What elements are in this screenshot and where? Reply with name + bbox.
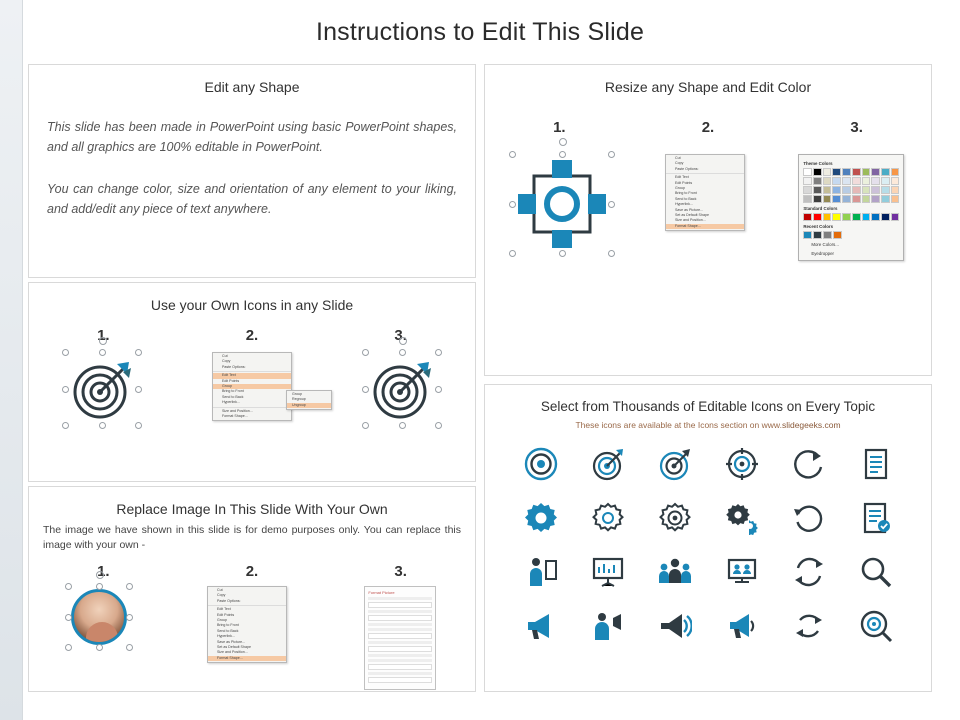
thumb-selected-target-icon bbox=[65, 352, 139, 426]
avatar bbox=[71, 589, 127, 645]
magnifier-icon[interactable] bbox=[856, 552, 896, 592]
picture-menu-item-hyperlink[interactable]: Hyperlink... bbox=[216, 634, 235, 639]
edit-shape-paragraph-1: This slide has been made in PowerPoint using basic PowerPoint shapes, and all graphics are 100% editable in PowerPoint. bbox=[47, 120, 457, 154]
resize-menu-item-paste-options[interactable]: Paste Options: bbox=[674, 166, 699, 171]
menu-item-edit-text[interactable]: Edit Text bbox=[213, 373, 291, 378]
megaphone-icon[interactable] bbox=[521, 606, 561, 646]
picture-menu-item-edit-text[interactable]: Edit Text bbox=[216, 607, 231, 612]
picture-menu-item-paste-options[interactable]: Paste Options: bbox=[216, 598, 241, 603]
palette-eyedropper[interactable]: Eyedropper bbox=[811, 251, 835, 256]
slide-left-accent-bar bbox=[0, 0, 23, 720]
target-arrow-ungrouped-icon bbox=[365, 352, 439, 426]
presentation-board-icon[interactable] bbox=[588, 552, 628, 592]
context-menu-mock[interactable] bbox=[212, 352, 292, 421]
palette-more-colors[interactable]: More Colors... bbox=[811, 242, 839, 247]
menu-item-paste-options[interactable]: Paste Options: bbox=[221, 364, 246, 369]
menu-item-send-to-back[interactable]: Send to Back bbox=[221, 394, 244, 399]
person-presenter-icon[interactable] bbox=[521, 552, 561, 592]
color-palette-dropdown[interactable] bbox=[798, 154, 904, 261]
submenu-item-regroup[interactable]: Regroup bbox=[291, 397, 306, 402]
gears-double-icon[interactable] bbox=[722, 498, 762, 538]
resize-menu-item-group[interactable]: Group bbox=[674, 186, 685, 191]
menu-item-hyperlink[interactable]: Hyperlink... bbox=[221, 400, 240, 405]
menu-item-size-and-position[interactable]: Size and Position... bbox=[221, 408, 253, 413]
resize-step-number-2: 2. bbox=[701, 119, 715, 136]
resize-menu-item-edit-text[interactable]: Edit Text bbox=[674, 175, 689, 180]
panel-resize-shape bbox=[484, 64, 932, 376]
picture-menu-item-set-default-shape[interactable]: Set as Default Shape bbox=[216, 645, 251, 650]
sync-arrows-icon[interactable] bbox=[789, 552, 829, 592]
palette-recent-row[interactable] bbox=[803, 231, 899, 239]
target-search-icon[interactable] bbox=[856, 606, 896, 646]
thumb-color-palette bbox=[798, 154, 904, 261]
menu-item-format-shape[interactable]: Format Shape... bbox=[221, 414, 248, 419]
step-number-2: 2. bbox=[245, 327, 259, 344]
own-icons-thumbnails bbox=[29, 352, 475, 426]
palette-standard-row[interactable] bbox=[803, 213, 899, 221]
panel-title-replace-image: Replace Image In This Slide With Your Own bbox=[116, 501, 388, 517]
refresh-clockwise-icon[interactable] bbox=[789, 444, 829, 484]
menu-item-copy[interactable]: Copy bbox=[221, 359, 231, 364]
resize-thumbnails bbox=[485, 154, 931, 261]
panel-icons-library bbox=[484, 384, 932, 692]
panel-title-resize-shape: Resize any Shape and Edit Color bbox=[604, 79, 812, 95]
thumb-format-picture-pane bbox=[364, 586, 436, 690]
resize-step-number-3: 3. bbox=[850, 119, 863, 136]
resize-menu-item-edit-points[interactable]: Edit Points bbox=[674, 180, 693, 185]
icons-library-subtitle bbox=[485, 420, 931, 430]
team-network-icon[interactable] bbox=[722, 552, 762, 592]
picture-menu-item-format-shape[interactable]: Format Shape... bbox=[208, 656, 286, 661]
panel-title-edit-shape: Edit any Shape bbox=[204, 79, 300, 95]
menu-item-group[interactable]: Group bbox=[213, 384, 291, 389]
palette-theme-colors-label: Theme Colors bbox=[803, 161, 833, 166]
submenu-item-ungroup[interactable]: Ungroup bbox=[287, 403, 331, 408]
icons-library-subtitle-text: These icons are available at the Icons section on www. bbox=[575, 420, 782, 430]
resize-menu-item-format-shape[interactable]: Format Shape... bbox=[666, 224, 744, 229]
gear-settings-icon[interactable] bbox=[655, 498, 695, 538]
step-number-3: 3. bbox=[394, 327, 407, 344]
loudspeaker-icon[interactable] bbox=[655, 606, 695, 646]
checklist-document-icon[interactable] bbox=[856, 498, 896, 538]
thumb-context-menu-picture bbox=[207, 586, 287, 663]
panel-title-icons-library: Select from Thousands of Editable Icons on Every Topic bbox=[540, 399, 876, 414]
target-arrow-icon bbox=[65, 352, 139, 426]
announcement-icon[interactable] bbox=[722, 606, 762, 646]
replace-step-number-3: 3. bbox=[394, 563, 407, 580]
replace-step-number-1: 1. bbox=[97, 563, 110, 580]
own-icons-step-numbers bbox=[29, 327, 475, 344]
format-picture-pane[interactable] bbox=[364, 586, 436, 690]
resize-menu-item-cut[interactable]: Cut bbox=[674, 156, 681, 160]
palette-theme-row-4[interactable] bbox=[803, 195, 899, 203]
menu-item-edit-points[interactable]: Edit Points bbox=[221, 378, 240, 383]
page-title: Instructions to Edit This Slide bbox=[315, 18, 645, 46]
picture-menu-item-bring-to-front[interactable]: Bring to Front bbox=[216, 623, 239, 628]
palette-standard-colors-label: Standard Colors bbox=[803, 206, 838, 211]
refresh-circular-icon[interactable] bbox=[789, 498, 829, 538]
people-group-icon[interactable] bbox=[655, 552, 695, 592]
recycle-arrows-icon[interactable] bbox=[789, 606, 829, 646]
icons-grid bbox=[507, 444, 909, 646]
resize-menu-separator-1 bbox=[666, 173, 744, 174]
target-icon[interactable] bbox=[521, 444, 561, 484]
palette-theme-row-2[interactable] bbox=[803, 177, 899, 185]
thumb-context-menu bbox=[212, 352, 306, 421]
thumb-resize-selected-shape bbox=[512, 154, 612, 254]
document-lines-icon[interactable] bbox=[856, 444, 896, 484]
panel-replace-image bbox=[28, 486, 476, 692]
palette-theme-row-3[interactable] bbox=[803, 186, 899, 194]
submenu-item-group[interactable]: Group bbox=[291, 392, 302, 396]
gear-gradient-icon[interactable] bbox=[521, 498, 561, 538]
format-picture-title: Format Picture bbox=[368, 590, 395, 595]
resize-menu-item-copy[interactable]: Copy bbox=[674, 161, 684, 166]
thumb-resize-context-menu bbox=[665, 154, 745, 231]
target-dart-icon[interactable] bbox=[655, 444, 695, 484]
picture-menu-item-group[interactable]: Group bbox=[216, 618, 227, 623]
menu-item-bring-to-front[interactable]: Bring to Front bbox=[221, 389, 244, 394]
menu-item-cut[interactable]: Cut bbox=[221, 354, 228, 358]
target-arrow-icon[interactable] bbox=[588, 444, 628, 484]
panel-edit-any-shape bbox=[28, 64, 476, 278]
context-submenu-group[interactable] bbox=[286, 390, 332, 410]
shape-with-handles-icon bbox=[512, 154, 612, 254]
picture-menu-item-copy[interactable]: Copy bbox=[216, 593, 226, 598]
menu-separator-1 bbox=[213, 371, 291, 372]
picture-menu-separator-1 bbox=[208, 605, 286, 606]
thumb-ungrouped-target-icon bbox=[365, 352, 439, 426]
resize-menu-item-save-as-picture[interactable]: Save as Picture... bbox=[674, 207, 704, 212]
panel-use-own-icons bbox=[28, 282, 476, 482]
edit-shape-paragraph-2: You can change color, size and orientation of any element to your liking, and add/edit any piece of text anywhere. bbox=[47, 182, 457, 216]
crosshair-icon[interactable] bbox=[722, 444, 762, 484]
replace-image-note: The image we have shown in this slide is for demo purposes only. You can replace this image with your own - bbox=[43, 524, 461, 551]
resize-context-menu-mock[interactable] bbox=[665, 154, 745, 231]
picture-menu-item-size-position[interactable]: Size and Position... bbox=[216, 650, 248, 655]
palette-theme-row-1[interactable] bbox=[803, 168, 899, 176]
thumb-selected-photo bbox=[68, 586, 130, 648]
picture-menu-item-cut[interactable]: Cut bbox=[216, 588, 223, 592]
resize-menu-item-hyperlink[interactable]: Hyperlink... bbox=[674, 202, 693, 207]
picture-menu-item-send-to-back[interactable]: Send to Back bbox=[216, 628, 239, 633]
gear-outline-icon[interactable] bbox=[588, 498, 628, 538]
context-menu-picture-mock[interactable] bbox=[207, 586, 287, 663]
resize-menu-item-bring-to-front[interactable]: Bring to Front bbox=[674, 191, 697, 196]
resize-step-numbers bbox=[485, 119, 931, 136]
palette-recent-colors-label: Recent Colors bbox=[803, 224, 834, 229]
replace-image-thumbnails bbox=[29, 586, 475, 690]
picture-menu-item-save-as-picture[interactable]: Save as Picture... bbox=[216, 639, 246, 644]
resize-step-number-1: 1. bbox=[553, 119, 566, 136]
resize-menu-item-size-position[interactable]: Size and Position... bbox=[674, 218, 706, 223]
replace-step-number-2: 2. bbox=[245, 563, 259, 580]
menu-separator-2 bbox=[213, 407, 291, 408]
resize-menu-item-send-to-back[interactable]: Send to Back bbox=[674, 196, 697, 201]
person-speaking-icon[interactable] bbox=[588, 606, 628, 646]
step-number-1: 1. bbox=[97, 327, 110, 344]
resize-menu-item-set-default-shape[interactable]: Set as Default Shape bbox=[674, 213, 709, 218]
icons-library-site: slidegeeks.com bbox=[781, 420, 841, 430]
picture-menu-item-edit-points[interactable]: Edit Points bbox=[216, 612, 235, 617]
panel-title-own-icons: Use your Own Icons in any Slide bbox=[150, 297, 354, 313]
